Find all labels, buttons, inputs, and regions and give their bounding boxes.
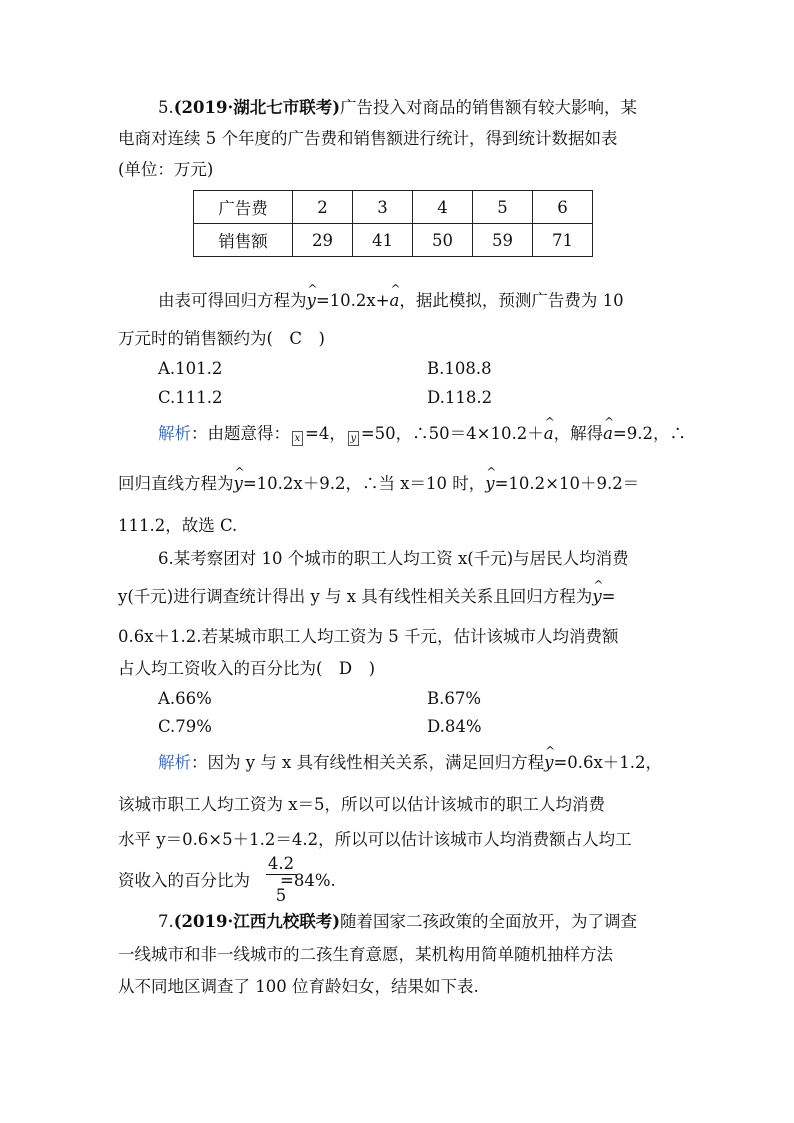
table-row-label: 销售额 — [194, 224, 293, 257]
q6-stem-line-3: 0.6x＋1.2.若某城市职工人均工资为 5 千元，估计该城市人均消费额 — [118, 627, 619, 646]
table-cell: 41 — [353, 224, 413, 257]
table-cell: 6 — [533, 191, 593, 224]
fraction-denominator: 5 — [275, 886, 287, 905]
y-hat-symbol: ^ y — [592, 586, 601, 608]
q5-option-a: A.101.2 — [158, 359, 223, 378]
y-hat-symbol: ^ y — [307, 290, 316, 312]
table-row-label: 广告费 — [194, 191, 293, 224]
table-row-ad-cost — [194, 191, 593, 224]
q7-stem-line-2: 一线城市和非一线城市的二孩生育意愿，某机构用简单随机抽样方法 — [118, 945, 613, 964]
q7-stem-line-1: 7.(2019·江西九校联考)随着国家二孩政策的全面放开，为了调查 — [158, 912, 638, 931]
q6-option-b: B.67% — [427, 689, 482, 708]
a-hat-symbol: ^ a — [390, 290, 400, 312]
q5-stem-line-3: (单位：万元) — [118, 160, 214, 179]
table-cell: 4 — [413, 191, 473, 224]
solution-label: 解析 — [158, 753, 191, 772]
a-hat-symbol: ^ a — [603, 423, 613, 445]
q5-option-b: B.108.8 — [427, 359, 492, 378]
q7-stem-line-3: 从不同地区调查了 100 位育龄妇女，结果如下表. — [118, 977, 479, 996]
y-bar-symbol: y — [348, 431, 359, 446]
q6-solution-line-3: 水平 y＝0.6×5＋1.2＝4.2，所以可以估计该城市人均消费额占人均工 — [118, 830, 632, 849]
q5-data-table — [193, 190, 593, 257]
q5-stem-line-1: 5.(2019·湖北七市联考)广告投入对商品的销售额有较大影响，某 — [158, 98, 638, 117]
table-cell: 50 — [413, 224, 473, 257]
table-cell: 2 — [293, 191, 353, 224]
q6-solution-line-4: 资收入的百分比为 =84%. — [118, 871, 336, 890]
q6-option-a: A.66% — [158, 689, 212, 708]
q6-option-d: D.84% — [427, 717, 482, 736]
table-row-sales — [194, 224, 593, 257]
q5-question-line: 万元时的销售额约为( C ) — [118, 329, 325, 348]
x-bar-symbol: x — [292, 431, 303, 446]
q5-solution-line-3: 111.2，故选 C. — [118, 516, 238, 535]
table-cell: 59 — [473, 224, 533, 257]
y-hat-symbol: ^ y — [485, 473, 494, 495]
q6-option-c: C.79% — [158, 717, 212, 736]
a-hat-symbol: ^ a — [544, 423, 554, 445]
q5-solution-line-1: 解析：由题意得： x =4， y =50，∴50＝4×10.2＋^ a，解得^ a=9.2，∴ — [158, 423, 718, 446]
fraction-numerator: 4.2 — [267, 854, 295, 873]
table-cell: 71 — [533, 224, 593, 257]
solution-label: 解析 — [158, 424, 191, 443]
q5-option-d: D.118.2 — [427, 388, 493, 407]
table-cell: 5 — [473, 191, 533, 224]
table-cell: 3 — [353, 191, 413, 224]
table-cell: 29 — [293, 224, 353, 257]
q6-stem-line-2: y(千元)进行调查统计得出 y 与 x 具有线性相关关系且回归方程为^ y= — [118, 586, 678, 608]
q5-stem-line-2: 电商对连续 5 个年度的广告费和销售额进行统计，得到统计数据如表 — [118, 129, 618, 148]
q5-option-c: C.111.2 — [158, 388, 223, 407]
q6-solution-line-2: 该城市职工人均工资为 x＝5，所以可以估计该城市的职工人均消费 — [118, 795, 606, 814]
q5-regression-line: 由表可得回归方程为^ y=10.2x+^ a，据此模拟，预测广告费为 10 — [158, 290, 718, 312]
q5-solution-line-2: 回归直线方程为^ y=10.2x＋9.2，∴当 x＝10 时，^ y=10.2×10＋9.2＝ — [118, 473, 678, 495]
y-hat-symbol: ^ y — [544, 752, 553, 774]
y-hat-symbol: ^ y — [234, 473, 243, 495]
q6-stem-line-4: 占人均工资收入的百分比为( D ) — [118, 659, 376, 678]
q6-solution-line-1: 解析：因为 y 与 x 具有线性相关关系，满足回归方程^ y=0.6x＋1.2， — [158, 752, 718, 774]
q6-stem-line-1: 6.某考察团对 10 个城市的职工人均工资 x(千元)与居民人均消费 — [158, 549, 629, 568]
